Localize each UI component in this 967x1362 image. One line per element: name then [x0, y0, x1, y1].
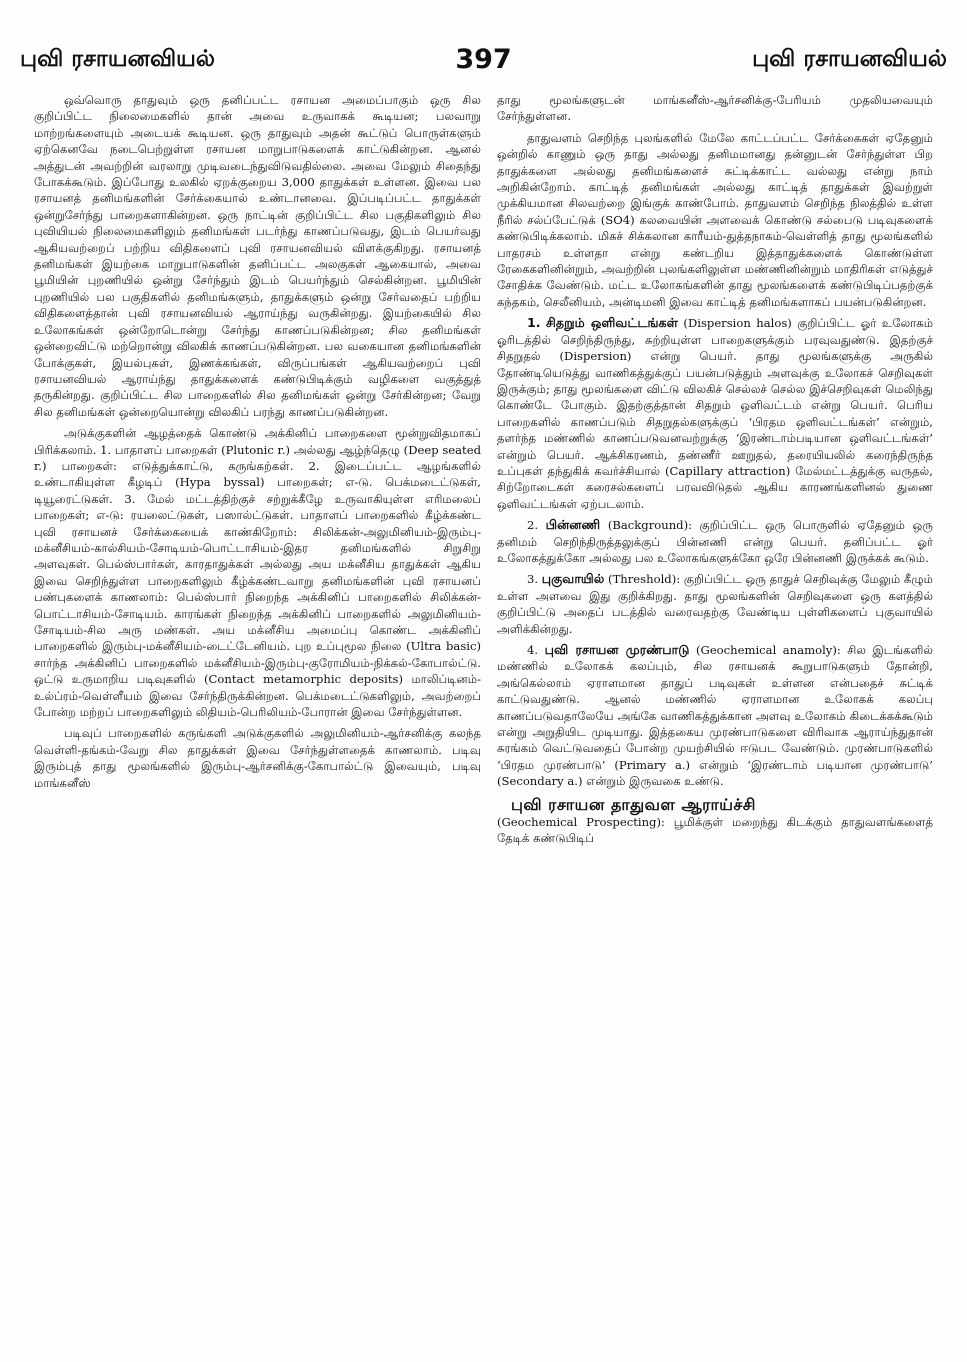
background-text: (Background): குறிப்பிட்ட ஒரு பொருளில் ஏதேனும் ஒரு தனிமம் செறிந்திருத்தலுக்குப் பின்னணி என்று பெயர். தனிப்பட்ட ஓர் உலோகத்துக்கோ அல்லது பல உலோகங்களுக்கோ ஒரே பின்னணி இருக்கக் கூடும். — [497, 518, 933, 565]
anomaly-text: (Geochemical anamoly): சில இடங்களில் மண்ணில் உலோகக் கலப்பும், சில ரசாயனக் கூறுபாடுகளும் தோன்றி, அங்கெல்லாம் ஏராளமான தாதுப் படிவுகள் உள்ளன என்பதைச் சுட்டிக் காட்டுவதுண்டு. ஆனல் மண்ணில் ஏராளமான உலோகக் கலப்பு காணப்படுவதாலேயே அங்கே வாணிகத்துக்கான அளவு உலோகம் கிடைக்கக்கூடும் என்று அறுதியிட முடியாது. இத்தகைய முரண்பாடுகளை விரிவாக ஆராய்ந்துதான் சுரங்கம் வெட்டுவதைப் போன்ற முயற்சியில் ஈடுபட வேண்டும். முரண்பாடுகளில் ‘பிரதம முரண்பாடு’ (Primary a.) என்றும் ‘இரண்டாம் படியான முரண்பாடு’ (Secondary a.) என்றும் இருவகை உண்டு. — [497, 643, 933, 789]
page-header — [20, 46, 947, 86]
paragraph-minerals-intro: ஒவ்வொரு தாதுவும் ஒரு தனிப்பட்ட ரசாயன அமைப்பாகும் ஒரு சில குறிப்பிட்ட நிலைமைகளில் தான் அவை உருவாகக் கூடியன; பலவாறு மாற்றங்களையும் அடையக் கூடியன. ஒரு தாதுவும் அதன் கூட்டுப் பொருள்களும் ஏற்கெனவே நடைபெற்றுள்ள ரசாயன மாறுபாடுகளைக் காட்டுகின்றன. ஆனல் அத்துடன் அவற்றின் வரலாறு முடிவடைந்துவிடுவதில்லை. அவை மேலும் சிதைந்து போகக்கூடும். இப்போது உலகில் ஏறக்குறைய 3,000 தாதுக்கள் உள்ளன. இவை பல ரசாயனத் தனிமங்களின் சேர்க்கையால் உண்டானவை. இப்படிப்பட்ட தாதுக்கள் ஒன்றுசேர்ந்து பாறைகளாகின்றன. ஒரு நாட்டின் குறிப்பிட்ட சில பகுதிகளிலும் சில புவியியல் நிலைமைகளிலும் தனிமங்கள் படர்ந்து காணப்படுவது, இடம் பெயர்வது ஆகியவற்றைப் பற்றிய விதிகளைப் புவி ரசாயனவியல் விளக்குகிறது. ரசாயனத் தனிமங்கள் இயற்கை மாறுபாடுகளின் தனிப்பட்ட அலகுகள் ஆகையால், அவை பூமியின் புறணியில் ஒன்று சேர்ந்தும் இடம் பெயர்ந்தும் செல்கின்றன. பூமியின் புறணியில் பல பகுதிகளில் தனிமங்களும், தாதுக்களும் ஒன்று சேர்வதைப் பற்றிய விதிகளைத்தான் புவி ரசாயனவியல் ஆராய்ந்து வருகின்றது. இயற்கையில் சில உலோகங்கள் ஒன்றோடொன்று சேர்ந்து காணப்படுகின்றன; சில தனிமங்கள் ஒன்றைவிட்டு மற்றொன்று விலகிக் காணப்படுகின்றன. பல வகையான தனிமங்களின் போக்குகள், இயல்புகள், இணக்கங்கள், விருப்பங்கள் ஆகியவற்றைப் புவி ரசாயனவியல் ஆராய்ந்து தாதுக்களைக் கண்டுபிடிக்கும் வழிகளை வகுத்துத் தருகின்றது. குறிப்பிட்ட சில பாறைகளில் சில தனிமங்கள் ஒன்று சேர்கின்றன; வேறு சில தனிமங்கள் ஒன்றையொன்று விலகிப் பரந்து காணப்படுகின்றன. — [34, 93, 481, 419]
right-column — [497, 92, 933, 1352]
paragraph-continued: தாது மூலங்களுடன் மாங்கனீஸ்-ஆர்சனிக்கு-பேரியம் முதலியவையும் சேர்ந்துள்ளன. — [497, 93, 933, 124]
page-number: 397 — [455, 44, 512, 75]
term-background: பின்னணி — [545, 517, 601, 533]
paragraph-threshold — [497, 571, 933, 637]
paragraph-sedimentary-rocks: படிவுப் பாறைகளில் கருங்களி அடுக்குகளில் அலுமினியம்-ஆர்சனிக்கு கலந்த வெள்ளி-தங்கம்-வேறு சில தாதுக்கள் இவை சேர்ந்துள்ளதைக் காணலாம். படிவு இரும்புத் தாது மூலங்களில் இரும்பு-ஆர்சனிக்கு-கோபால்ட்டு இவையும், படிவு மாங்கனீஸ் — [34, 726, 481, 790]
section-heading-geochemical-prospecting: புவி ரசாயன தாதுவள ஆராய்ச்சி — [511, 794, 756, 814]
term-geochemical-anomaly: புவி ரசாயன முரண்பாடு — [544, 642, 690, 657]
dispersion-halos-text: (Dispersion halos) குறிப்பிட்ட ஓர் உலோகம் ஓரிடத்தில் செறிந்திருந்து, சுற்றியுள்ள பாறைகளுக்கும் பரவுவதுண்டு. இதற்குச் சிதறுதல் (Dispersion) என்று பெயர். தாது மூலங்களுக்கு அருகில் தோண்டியெடுத்து வாணிகத்துக்குப் பயன்படுத்தும் அளவுக்கு உலோகச் செறிவுகள் இருக்கும்; தாது மூலங்களை விட்டு விலகிச் செல்லச் செல்ல இச்செறிவுகள் மெலிந்து கொண்டே போகும். இதற்குத்தான் சிதறும் ஒளிவட்டம் என்று பெயர். பெரிய பாறைகளில் காணப்படும் சிதறுதல்களுக்குப் ‘பிரதம ஒளிவட்டங்கள்’ என்றும், தளர்ந்த மண்ணில் காணப்படுவனவற்றுக்கு ‘இரண்டாம்படியான ஒளிவட்டங்கள்’ என்றும் பெயர். ஆக்சிகரணம், தண்ணீர் ஊறுதல், தரையியலில் கரைந்திருந்த உப்புகள் தந்துகிக் கவர்ச்சியால் (Capillary attraction) மேல்மட்டத்துக்கு வருதல், சிற்றோடைகள் கரைசல்களைப் பரவவிடுதல் ஆகிய காரணங்களினல் துணை ஒளிவட்டங்கள் ஏற்படலாம். — [497, 316, 933, 511]
item-number: 4. — [527, 643, 539, 657]
item-number: 2. — [527, 518, 539, 533]
paragraph-indicator-elements: தாதுவளம் செறிந்த புலங்களில் மேலே காட்டப்பட்ட சேர்க்கைகள் ஏதேனும் ஒன்றில் காணும் ஒரு தாது அல்லது தனிமமானது தன்னுடன் சேர்ந்துள்ள பிற தாதுக்களை அல்லது தனிமங்களைச் சுட்டிக்காட்ட வல்லது என்று நாம் அறிகின்றோம். காட்டித் தனிமங்கள் அல்லது காட்டித் தாதுக்கள் இவற்றுள் முக்கியமான சிலவற்றை இங்குக் காண்போம். தாதுவளம் செறிந்த நிலத்தில் உள்ள நீரில் சல்ப்பேட்டுக் (SO4) கலவையின் அளவைக் கொண்டு சல்பைடு படிவுகளைக் கண்டுபிடிக்கலாம். மிகச் சிக்கலான காரீயம்-துத்தநாகம்-வெள்ளித் தாது மூலங்களில் பாதரசம் உள்ளதா என்று கண்டறிய இத்தாதுக்களைக் கொண்டுள்ள ரேகைகளினின்றும், அவற்றின் புலங்களிலுள்ள மண்ணினின்றும் மாதிரிகள் எடுத்துச் சோதிக்க வேண்டும். மட்ட உலோகங்களின் தாது மூலங்களைக் கண்டுபிடிப்பதற்குக் கந்தகம், செலீனியம், அன்டிமனி இவை காட்டித் தனிமங்களாகப் பயன்படுகின்றன. — [497, 130, 933, 309]
running-title-left: புவி ரசாயனவியல் — [20, 46, 215, 72]
running-title-right: புவி ரசாயனவியல் — [752, 46, 947, 72]
paragraph-anomaly — [497, 642, 933, 790]
paragraph-prospecting: (Geochemical Prospecting): பூமிக்குள் மறைந்து கிடக்கும் தாதுவளங்களைத் தேடிக் கண்டுபிடிப் — [497, 814, 933, 846]
paragraph-igneous-rocks: அடுக்குகளின் ஆழத்தைக் கொண்டு அக்கினிப் பாறைகளை மூன்றுவிதமாகப் பிரிக்கலாம். 1. பாதாளப் பாறைகள் (Plutonic r.) அல்லது ஆழ்ந்தெழு (Deep seated r.) பாறைகள்: எடுத்துக்காட்டு, கருங்கற்கள். 2. இடைப்பட்ட ஆழங்களில் உண்டாகியுள்ள கீழடிப் (Hypa byssal) பாறைகள்; எ-டு. பெக்மடைட்டுகள், டியூரைட்டுகள். 3. மேல் மட்டத்திற்குச் சற்றுக்கீழே உருவாகியுள்ள எரிமலைப் பாறைகள்; எ-டு: ரயலைட்டுகள், பஸால்ட்டுகள். பாதாளப் பாறைகளில் கீழ்க்கண்ட புவி ரசாயனச் சேர்க்கையைக் காண்கிறோம்: சிலிக்கன்-அலுமினியம்-இரும்பு-மக்னீசியம்-கால்சியம்-சோடியம்-பொட்டாசியம்-இதர தனிமங்களில் சிறுசிறு அளவுகள். பெல்ஸ்பார்கள், காரதாதுக்கள் அல்லது அய மக்னீசிய தாதுக்கள் ஆகிய இவை செறிந்துள்ள பாறைகளிலும் கீழ்க்கண்டவாறு தனிமங்களின் புவி ரசாயனப் பண்புகளைக் காணலாம்: பெல்ஸ்பார் நிறைந்த அக்கினிப் பாறைகளில் சிலிக்கன்-பொட்டாசியம்-சோடியம். காரங்கள் நிறைந்த அக்கினிப் பாறைகளில் அலுமினியம்-சோடியம்-சில அரு மண்கள். அய மக்னீசிய அமைப்பு கொண்ட அக்கினிப் பாறைகளில் இரும்பு-மக்னீசியம்-டைட்டேனியம். புற உப்புமூல நிலை (Ultra basic) சார்ந்த அக்கினிப் பாறைகளில் மக்னீசியம்-இரும்பு-குரோமியம்-நிக்கல்-கோபால்ட்டு. ஒட்டு உருமாறிய படிவுகளில் (Contact metamorphic deposits) மாலிப்டினம்-உல்ப்ரம்-வெள்ளீயம் இவை சேர்ந்திருக்கின்றன. பெக்மடைட்டுகளிலும், அவற்றைப் போன்ற மற்றப் பாறைகளிலும் லிதியம்-பெரிலியம்-போரான் இவை சேர்ந்துள்ளன. — [34, 426, 481, 720]
paragraph-background — [497, 517, 933, 566]
threshold-text: (Threshold): குறிப்பிட்ட ஒரு தாதுச் செறிவுக்கு மேலும் கீழும் உள்ள அளவை இது குறிக்கிறது. தாது மூலங்களின் செறிவுகளை ஒரு களத்தில் குறிப்பிட்டு அதைப் படத்தில் வரைவதற்கு வேண்டிய புள்ளிகளைப் புகுவாயில் அளிக்கின்றது. — [497, 572, 933, 636]
term-threshold: புகுவாயில் — [541, 571, 605, 587]
left-column — [34, 92, 481, 1352]
item-number: 3. — [527, 572, 539, 587]
item-number: 1. — [527, 315, 541, 331]
term-dispersion-halos: சிதறும் ஒளிவட்டங்கள் — [546, 315, 678, 331]
paragraph-dispersion-halos — [497, 315, 933, 512]
